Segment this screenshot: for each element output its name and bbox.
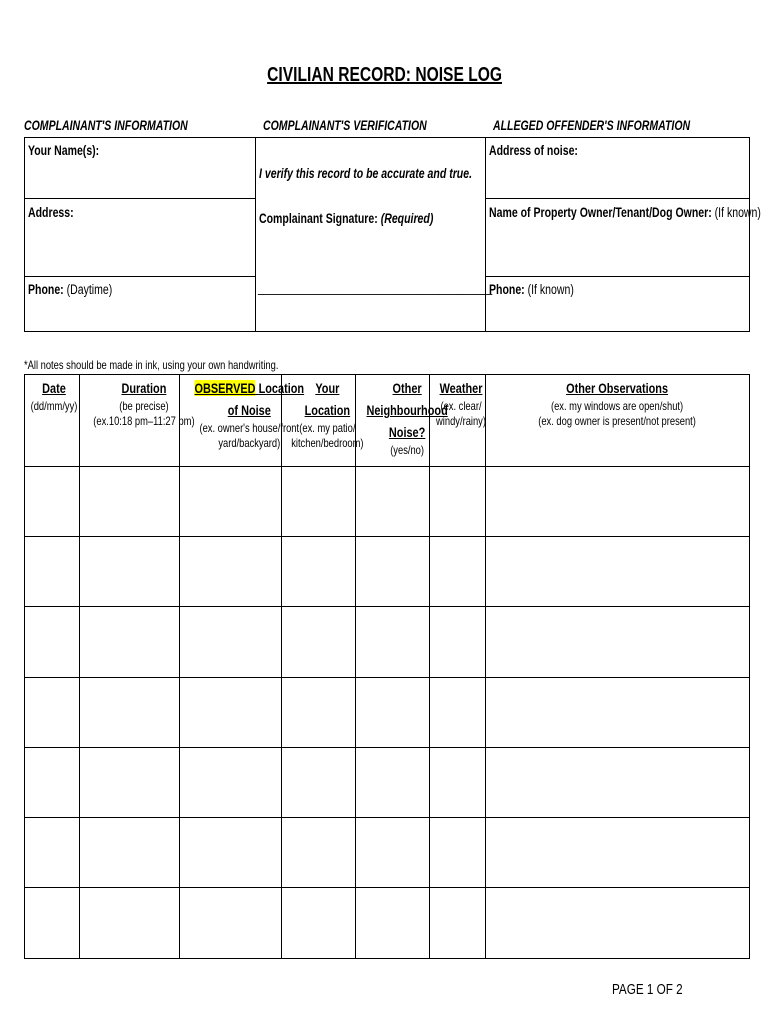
- col-date: Date (dd/mm/yy): [30, 380, 78, 413]
- noise-address-label: Address of noise:: [489, 143, 578, 158]
- address-label: Address:: [28, 205, 74, 220]
- section-complainant-verification: COMPLAINANT'S VERIFICATION: [263, 118, 427, 133]
- offender-phone-field[interactable]: [489, 282, 598, 297]
- log-row[interactable]: [25, 537, 749, 606]
- log-row[interactable]: [25, 748, 749, 817]
- section-offender-info: ALLEGED OFFENDER'S INFORMATION: [493, 118, 691, 133]
- owner-label: Name of Property Owner/Tenant/Dog Owner:: [489, 205, 712, 220]
- col-observed-location: OBSERVED Location of Noise (ex. owner's house/front yard/backyard): [194, 380, 305, 450]
- offender-phone-label: Phone:: [489, 282, 525, 297]
- col-your-location: Your Location (ex. my patio/ kitchen/bedroom): [291, 380, 364, 450]
- log-row[interactable]: [25, 607, 749, 677]
- section-complainant-info: COMPLAINANT'S INFORMATION: [24, 118, 188, 133]
- log-row[interactable]: [25, 678, 749, 747]
- signature-line[interactable]: ________________________________________: [258, 280, 493, 295]
- col-weather: Weather (ex. clear/ windy/rainy): [436, 380, 486, 428]
- owner-field[interactable]: [489, 205, 770, 220]
- ink-note: *All notes should be made in ink, using your own handwriting.: [24, 358, 279, 372]
- name-field[interactable]: [28, 143, 119, 158]
- phone-hint: (Daytime): [66, 282, 113, 297]
- verification-statement: I verify this record to be accurate and true.: [259, 166, 473, 181]
- page-number: PAGE 1 OF 2: [612, 981, 683, 998]
- observed-highlight: OBSERVED: [194, 380, 256, 396]
- phone-label: Phone:: [28, 282, 64, 297]
- col-duration: Duration (be precise) (ex.10:18 pm–11:27 pm): [93, 380, 195, 428]
- log-row[interactable]: [25, 467, 749, 536]
- signature-label: Complainant Signature: (Required): [259, 211, 434, 226]
- offender-phone-hint: (If known): [527, 282, 574, 297]
- page-title: CIVILIAN RECORD: NOISE LOG: [267, 64, 503, 86]
- address-field[interactable]: [28, 205, 87, 220]
- log-row[interactable]: [25, 888, 749, 958]
- log-row[interactable]: [25, 818, 749, 887]
- col-other-noise: Other Neighbourhood Noise? (yes/no): [366, 380, 448, 457]
- owner-hint: (If known): [714, 205, 761, 220]
- name-label: Your Name(s):: [28, 143, 100, 158]
- col-other-observations: Other Observations (ex. my windows are open/shut) (ex. dog owner is present/not present): [538, 380, 697, 428]
- noise-address-field[interactable]: [489, 143, 603, 158]
- phone-field[interactable]: [28, 282, 136, 297]
